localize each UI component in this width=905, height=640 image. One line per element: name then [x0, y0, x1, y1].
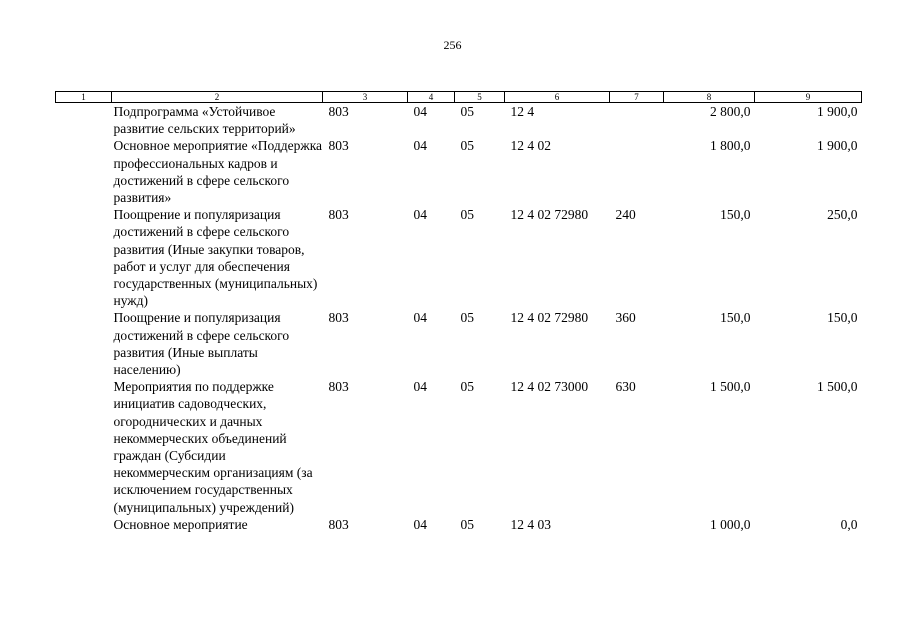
row-subsection: 05 [460, 138, 474, 154]
row-target: 12 4 02 73000 [510, 379, 589, 395]
header-col-5: 5 [455, 92, 505, 103]
row-ministry: 803 [328, 379, 349, 395]
row-index-cell [56, 103, 112, 138]
row-ministry: 803 [328, 516, 349, 532]
header-col-8: 8 [664, 92, 755, 103]
row-amount-1: 1 000,0 [710, 516, 751, 532]
row-expense-type: 240 [615, 207, 636, 223]
header-col-1: 1 [56, 92, 112, 103]
header-col-2: 2 [112, 92, 323, 103]
row-amount-1: 2 800,0 [710, 104, 751, 119]
row-index-cell [56, 206, 112, 309]
row-section: 04 [413, 207, 427, 223]
row-section: 04 [413, 516, 427, 532]
row-target: 12 4 [510, 104, 535, 119]
row-section: 04 [413, 104, 427, 119]
row-amount-2: 0,0 [840, 516, 858, 532]
row-amount-1: 150,0 [720, 207, 751, 223]
row-expense-type [610, 103, 664, 138]
row-subsection: 05 [460, 379, 474, 395]
row-subsection: 05 [460, 104, 474, 119]
row-subsection: 05 [460, 310, 474, 326]
row-section: 04 [413, 310, 427, 326]
row-ministry: 803 [328, 104, 349, 119]
row-ministry: 803 [328, 138, 349, 154]
row-expense-type [610, 516, 664, 533]
row-subsection: 05 [460, 207, 474, 223]
page-number: 256 [443, 38, 462, 52]
row-name: Поощрение и популяризация достижений в сфере сельского развития (Иные закупки товаров, работ и услуг для обеспечения государственных (муниципальных) нужд) [113, 207, 318, 309]
row-index-cell [56, 516, 112, 533]
row-name: Основное мероприятие «Поддержка профессиональных кадров и достижений в сфере сельского развития» [113, 138, 323, 206]
row-amount-2: 1 900,0 [817, 138, 858, 154]
row-expense-type [610, 137, 664, 206]
row-amount-2: 1 500,0 [817, 379, 858, 395]
header-col-6: 6 [505, 92, 610, 103]
row-index-cell [56, 309, 112, 378]
table-row [56, 516, 862, 533]
row-section: 04 [413, 138, 427, 154]
row-amount-1: 1 800,0 [710, 138, 751, 154]
header-col-3: 3 [323, 92, 408, 103]
row-index-cell [56, 378, 112, 516]
row-expense-type: 360 [615, 310, 636, 326]
row-name: Мероприятия по поддержке инициатив садоводческих, огороднических и дачных некоммерческих объединений граждан (Субсидии некоммерческим организациям (за исключением государственных (муниципальных) учреждений) [113, 379, 313, 515]
table-row [56, 137, 862, 206]
table-row [56, 378, 862, 516]
header-col-9: 9 [755, 92, 862, 103]
row-amount-2: 1 900,0 [817, 104, 858, 119]
row-target: 12 4 02 72980 [510, 310, 589, 326]
header-col-7: 7 [610, 92, 664, 103]
budget-table [55, 91, 862, 533]
row-ministry: 803 [328, 207, 349, 223]
table-row [56, 309, 862, 378]
table-row [56, 206, 862, 309]
row-name: Поощрение и популяризация достижений в сфере сельского развития (Иные выплаты населению) [113, 310, 290, 378]
row-amount-2: 250,0 [827, 207, 858, 223]
row-amount-1: 1 500,0 [710, 379, 751, 395]
row-amount-1: 150,0 [720, 310, 751, 326]
row-subsection: 05 [460, 516, 474, 532]
header-row [56, 92, 862, 103]
row-amount-2: 150,0 [827, 310, 858, 326]
row-index-cell [56, 137, 112, 206]
row-name: Подпрограмма «Устойчивое развитие сельских территорий» [113, 104, 296, 137]
header-col-4: 4 [408, 92, 455, 103]
row-section: 04 [413, 379, 427, 395]
row-name: Основное мероприятие [113, 516, 248, 532]
row-expense-type: 630 [615, 379, 636, 395]
row-target: 12 4 03 [510, 516, 551, 532]
row-target: 12 4 02 [510, 138, 551, 154]
table-row [56, 103, 862, 138]
row-ministry: 803 [328, 310, 349, 326]
row-target: 12 4 02 72980 [510, 207, 589, 223]
